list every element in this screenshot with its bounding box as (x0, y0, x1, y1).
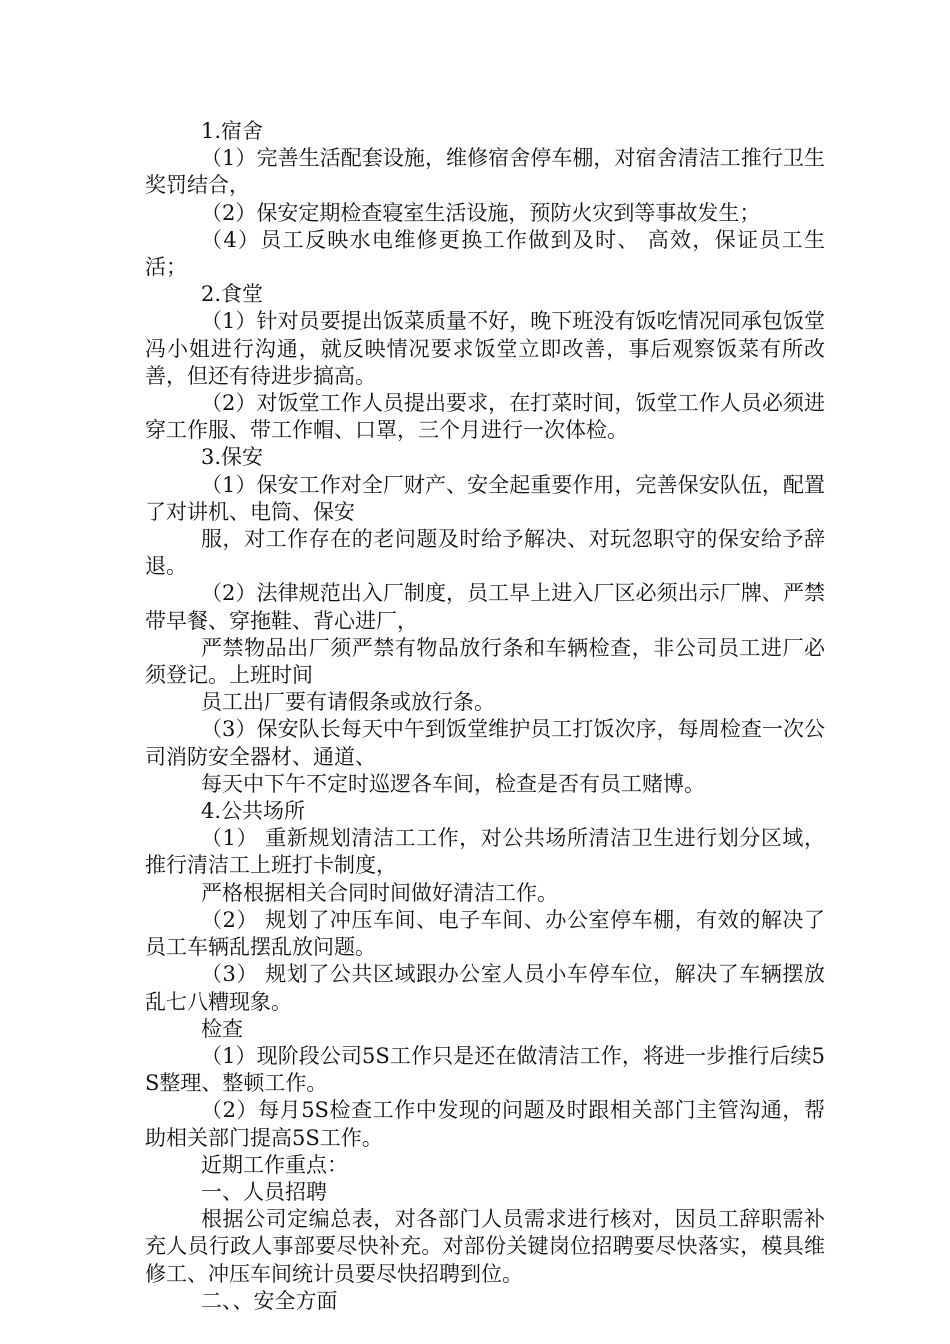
paragraph: 每天中下午不定时巡逻各车间，检查是否有员工赌博。 (201, 771, 705, 796)
document-body (145, 118, 825, 1315)
section-heading-security: 3.保安 (201, 445, 264, 470)
paragraph: 员工出厂要有请假条或放行条。 (201, 690, 495, 715)
section-heading-canteen: 2.食堂 (201, 282, 264, 307)
paragraph: 服，对工作存在的老问题及时给予解决、对玩忽职守的保安给予辞退。 (145, 527, 825, 579)
paragraph: （2） 规划了冲压车间、电子车间、办公室停车棚，有效的解决了员工车辆乱摆乱放问题。 (145, 907, 825, 960)
section-heading-dormitory: 1.宿舍 (201, 119, 264, 143)
section-heading-public-areas: 4.公共场所 (201, 799, 306, 824)
paragraph: 严禁物品出厂须严禁有物品放行条和车辆检查，非公司员工进厂必须登记。上班时间 (145, 635, 825, 688)
paragraph: （1）针对员要提出饭菜质量不好，晚下班没有饭吃情况同承包饭堂冯小姐进行沟通，就反映情况要求饭堂立即改善，事后观察饭菜有所改善，但还有待进步搞高。 (145, 309, 825, 388)
paragraph: （3）保安队长每天中午到饭堂维护员工打饭次序，每周检查一次公司消防安全器材、通道、 (145, 717, 825, 769)
paragraph: （1）现阶段公司5S工作只是还在做清洁工作，将进一步推行后续5S整理、整顿工作。 (145, 1043, 825, 1096)
paragraph: （1）完善生活配套设施，维修宿舍停车棚，对宿舍清洁工推行卫生奖罚结合， (145, 146, 825, 198)
paragraph: （2）法律规范出入厂制度，员工早上进入厂区必须出示厂牌、严禁带早餐、穿拖鞋、背心进厂， (145, 581, 825, 633)
paragraph: （2）每月5S检查工作中发现的问题及时跟相关部门主管沟通，帮助相关部门提高5S工作。 (145, 1098, 825, 1150)
section-heading-inspection: 检查 (201, 1016, 243, 1041)
section-heading-recent-focus: 近期工作重点： (201, 1152, 348, 1177)
paragraph: （1）保安工作对全厂财产、安全起重要作用，完善保安队伍，配置了对讲机、电筒、保安 (145, 472, 825, 524)
paragraph: （1） 重新规划清洁工工作，对公共场所清洁卫生进行划分区域，推行清洁工上班打卡制度， (145, 826, 825, 878)
paragraph: 严格根据相关合同时间做好清洁工作。 (201, 880, 558, 905)
paragraph: （3） 规划了公共区域跟办公室人员小车停车位，解决了车辆摆放乱七八糟现象。 (145, 962, 825, 1014)
paragraph: （2）保安定期检查寝室生活设施，预防火灾到等事故发生； (201, 200, 761, 225)
paragraph: （4）员工反映水电维修更换工作做到及时、 高效，保证员工生活； (145, 227, 825, 280)
section-heading-safety: 二、、安全方面 (201, 1288, 338, 1313)
section-heading-recruitment: 一、人员招聘 (201, 1179, 327, 1204)
paragraph: 根据公司定编总表，对各部门人员需求进行核对，因员工辞职需补充人员行政人事部要尽快补充。对部份关键岗位招聘要尽快落实，模具维修工、冲压车间统计员要尽快招聘到位。 (145, 1207, 825, 1286)
paragraph: （2）对饭堂工作人员提出要求，在打菜时间，饭堂工作人员必须进穿工作服、带工作帽、口罩，三个月进行一次体检。 (145, 391, 825, 443)
